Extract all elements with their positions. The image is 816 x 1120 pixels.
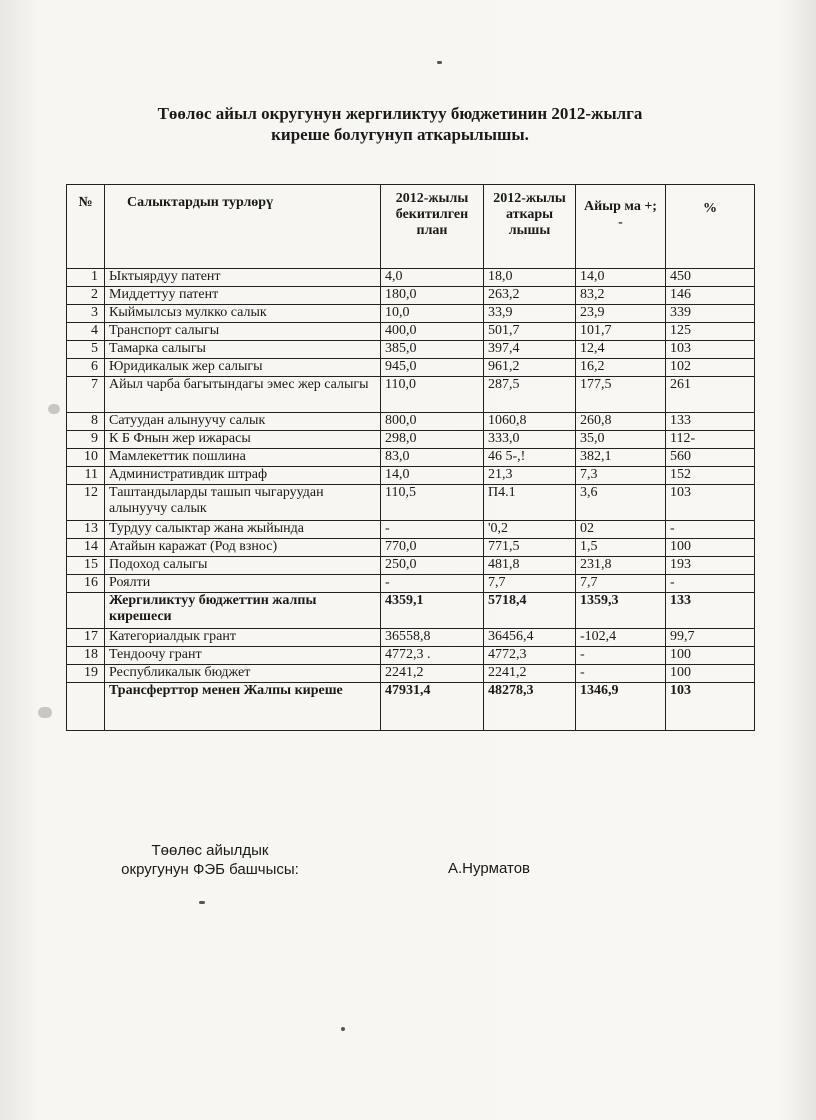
- table-row: [67, 305, 755, 323]
- cell-pct: 99,7: [666, 629, 755, 647]
- cell-diff: 7,7: [576, 575, 666, 593]
- cell-pct: 125: [666, 323, 755, 341]
- cell-actual: 771,5: [484, 539, 576, 557]
- cell-plan: -: [381, 575, 484, 593]
- cell-no: [67, 593, 105, 629]
- cell-actual: 18,0: [484, 269, 576, 287]
- cell-diff: -: [576, 665, 666, 683]
- cell-pct: 133: [666, 593, 755, 629]
- table-row: [67, 539, 755, 557]
- table-total-row: [67, 683, 755, 731]
- scan-speck: [199, 901, 205, 904]
- cell-diff: 35,0: [576, 431, 666, 449]
- cell-pct: 102: [666, 359, 755, 377]
- cell-name: Тендоочу грант: [105, 647, 381, 665]
- document-title: [100, 103, 700, 145]
- cell-actual: 48278,3: [484, 683, 576, 731]
- cell-plan: 770,0: [381, 539, 484, 557]
- cell-plan: 298,0: [381, 431, 484, 449]
- cell-diff: 177,5: [576, 377, 666, 413]
- cell-actual: 287,5: [484, 377, 576, 413]
- title-line-1: Төөлөс айыл округунун жергиликтуу бюджетинин 2012-жылга: [157, 104, 643, 123]
- cell-actual: 397,4: [484, 341, 576, 359]
- table-row: [67, 269, 755, 287]
- cell-pct: 152: [666, 467, 755, 485]
- cell-name: Таштандыларды ташып чыгаруудан алынуучу салык: [105, 485, 381, 521]
- table-body: [67, 269, 755, 731]
- cell-name: Айыл чарба багытындагы эмес жер салыгы: [105, 377, 381, 413]
- cell-no: 9: [67, 431, 105, 449]
- cell-plan: 14,0: [381, 467, 484, 485]
- cell-plan: 800,0: [381, 413, 484, 431]
- cell-no: 15: [67, 557, 105, 575]
- cell-plan: -: [381, 521, 484, 539]
- title-line-2: киреше болугунуп аткарылышы.: [271, 125, 529, 144]
- cell-pct: 103: [666, 485, 755, 521]
- cell-actual: 21,3: [484, 467, 576, 485]
- cell-name: Транспорт салыгы: [105, 323, 381, 341]
- cell-diff: 23,9: [576, 305, 666, 323]
- cell-actual: 4772,3: [484, 647, 576, 665]
- cell-plan: 110,5: [381, 485, 484, 521]
- cell-pct: 450: [666, 269, 755, 287]
- scan-speck: [341, 1027, 345, 1031]
- cell-diff: 83,2: [576, 287, 666, 305]
- budget-table: [66, 184, 755, 731]
- cell-pct: -: [666, 575, 755, 593]
- cell-no: 16: [67, 575, 105, 593]
- cell-pct: 193: [666, 557, 755, 575]
- cell-pct: 100: [666, 665, 755, 683]
- table-total-row: [67, 593, 755, 629]
- cell-pct: 103: [666, 341, 755, 359]
- cell-name: Трансферттор менен Жалпы киреше: [105, 683, 381, 731]
- cell-no: [67, 683, 105, 731]
- cell-diff: 231,8: [576, 557, 666, 575]
- header-name: Салыктардын турлөрү: [105, 185, 381, 269]
- cell-plan: 385,0: [381, 341, 484, 359]
- cell-actual: 501,7: [484, 323, 576, 341]
- cell-actual: 481,8: [484, 557, 576, 575]
- table-row: [67, 377, 755, 413]
- cell-actual: П4.1: [484, 485, 576, 521]
- header-actual: 2012-жылы аткары лышы: [484, 185, 576, 269]
- table-row: [67, 323, 755, 341]
- cell-diff: 101,7: [576, 323, 666, 341]
- cell-plan: 945,0: [381, 359, 484, 377]
- scan-speck: [38, 707, 52, 718]
- cell-plan: 83,0: [381, 449, 484, 467]
- cell-actual: '0,2: [484, 521, 576, 539]
- cell-diff: 14,0: [576, 269, 666, 287]
- cell-no: 13: [67, 521, 105, 539]
- cell-name: К Б Фнын жер ижарасы: [105, 431, 381, 449]
- cell-pct: 133: [666, 413, 755, 431]
- header-pct: %: [666, 185, 755, 269]
- cell-actual: 5718,4: [484, 593, 576, 629]
- cell-no: 5: [67, 341, 105, 359]
- cell-no: 10: [67, 449, 105, 467]
- cell-plan: 36558,8: [381, 629, 484, 647]
- cell-no: 8: [67, 413, 105, 431]
- cell-pct: 112-: [666, 431, 755, 449]
- cell-actual: 33,9: [484, 305, 576, 323]
- cell-plan: 2241,2: [381, 665, 484, 683]
- table-row: [67, 431, 755, 449]
- table-row: [67, 287, 755, 305]
- table-row: [67, 521, 755, 539]
- cell-actual: 7,7: [484, 575, 576, 593]
- cell-no: 11: [67, 467, 105, 485]
- cell-name: Турдуу салыктар жана жыйында: [105, 521, 381, 539]
- cell-diff: 1346,9: [576, 683, 666, 731]
- cell-no: 3: [67, 305, 105, 323]
- cell-name: Атайын каражат (Род взнос): [105, 539, 381, 557]
- cell-actual: 46 5-,!: [484, 449, 576, 467]
- cell-name: Подоход салыгы: [105, 557, 381, 575]
- cell-actual: 2241,2: [484, 665, 576, 683]
- cell-pct: 339: [666, 305, 755, 323]
- signature-line-2: округунун ФЭБ башчысы:: [121, 861, 299, 878]
- cell-no: 12: [67, 485, 105, 521]
- cell-pct: 100: [666, 539, 755, 557]
- cell-plan: 4,0: [381, 269, 484, 287]
- cell-name: Административдик штраф: [105, 467, 381, 485]
- table-row: [67, 647, 755, 665]
- table-row: [67, 359, 755, 377]
- cell-name: Категориалдык грант: [105, 629, 381, 647]
- cell-no: 1: [67, 269, 105, 287]
- signature-name: А.Нурматов: [448, 860, 531, 877]
- cell-actual: 961,2: [484, 359, 576, 377]
- cell-diff: 1359,3: [576, 593, 666, 629]
- table-row: [67, 485, 755, 521]
- cell-plan: 10,0: [381, 305, 484, 323]
- cell-diff: -: [576, 647, 666, 665]
- cell-no: 18: [67, 647, 105, 665]
- cell-name: Кыймылсыз мулкко салык: [105, 305, 381, 323]
- cell-pct: -: [666, 521, 755, 539]
- cell-name: Ыктыярдуу патент: [105, 269, 381, 287]
- cell-pct: 146: [666, 287, 755, 305]
- cell-no: 2: [67, 287, 105, 305]
- cell-diff: 7,3: [576, 467, 666, 485]
- cell-diff: -102,4: [576, 629, 666, 647]
- cell-actual: 263,2: [484, 287, 576, 305]
- table-row: [67, 341, 755, 359]
- cell-diff: 382,1: [576, 449, 666, 467]
- cell-name: Сатуудан алынуучу салык: [105, 413, 381, 431]
- table-row: [67, 413, 755, 431]
- table-row: [67, 665, 755, 683]
- cell-plan: 250,0: [381, 557, 484, 575]
- cell-plan: 4772,3 .: [381, 647, 484, 665]
- cell-no: 7: [67, 377, 105, 413]
- cell-plan: 180,0: [381, 287, 484, 305]
- table-row: [67, 575, 755, 593]
- header-no: №: [67, 185, 105, 269]
- scan-speck: [48, 404, 60, 414]
- header-diff: Айыр ма +; -: [576, 185, 666, 269]
- header-plan: 2012-жылы бекитилген план: [381, 185, 484, 269]
- table-row: [67, 557, 755, 575]
- scan-speck: [437, 61, 442, 64]
- cell-no: 17: [67, 629, 105, 647]
- table-row: [67, 449, 755, 467]
- cell-plan: 4359,1: [381, 593, 484, 629]
- signature-line-1: Төөлөс айылдык: [151, 842, 269, 859]
- cell-pct: 560: [666, 449, 755, 467]
- cell-name: Миддеттуу патент: [105, 287, 381, 305]
- cell-name: Республикалык бюджет: [105, 665, 381, 683]
- cell-diff: 02: [576, 521, 666, 539]
- table-header-row: [67, 185, 755, 269]
- cell-actual: 1060,8: [484, 413, 576, 431]
- cell-diff: 1,5: [576, 539, 666, 557]
- cell-plan: 47931,4: [381, 683, 484, 731]
- cell-diff: 16,2: [576, 359, 666, 377]
- cell-no: 19: [67, 665, 105, 683]
- cell-actual: 36456,4: [484, 629, 576, 647]
- cell-no: 4: [67, 323, 105, 341]
- cell-name: Юридикалык жер салыгы: [105, 359, 381, 377]
- cell-no: 14: [67, 539, 105, 557]
- cell-pct: 261: [666, 377, 755, 413]
- cell-diff: 3,6: [576, 485, 666, 521]
- cell-plan: 400,0: [381, 323, 484, 341]
- cell-name: Роялти: [105, 575, 381, 593]
- cell-no: 6: [67, 359, 105, 377]
- signature-title: [80, 841, 340, 879]
- cell-name: Жергиликтуу бюджеттин жалпы кирешеси: [105, 593, 381, 629]
- cell-name: Тамарка салыгы: [105, 341, 381, 359]
- table-row: [67, 629, 755, 647]
- cell-pct: 103: [666, 683, 755, 731]
- table-row: [67, 467, 755, 485]
- cell-plan: 110,0: [381, 377, 484, 413]
- cell-diff: 12,4: [576, 341, 666, 359]
- cell-name: Мамлекеттик пошлина: [105, 449, 381, 467]
- cell-diff: 260,8: [576, 413, 666, 431]
- cell-actual: 333,0: [484, 431, 576, 449]
- cell-pct: 100: [666, 647, 755, 665]
